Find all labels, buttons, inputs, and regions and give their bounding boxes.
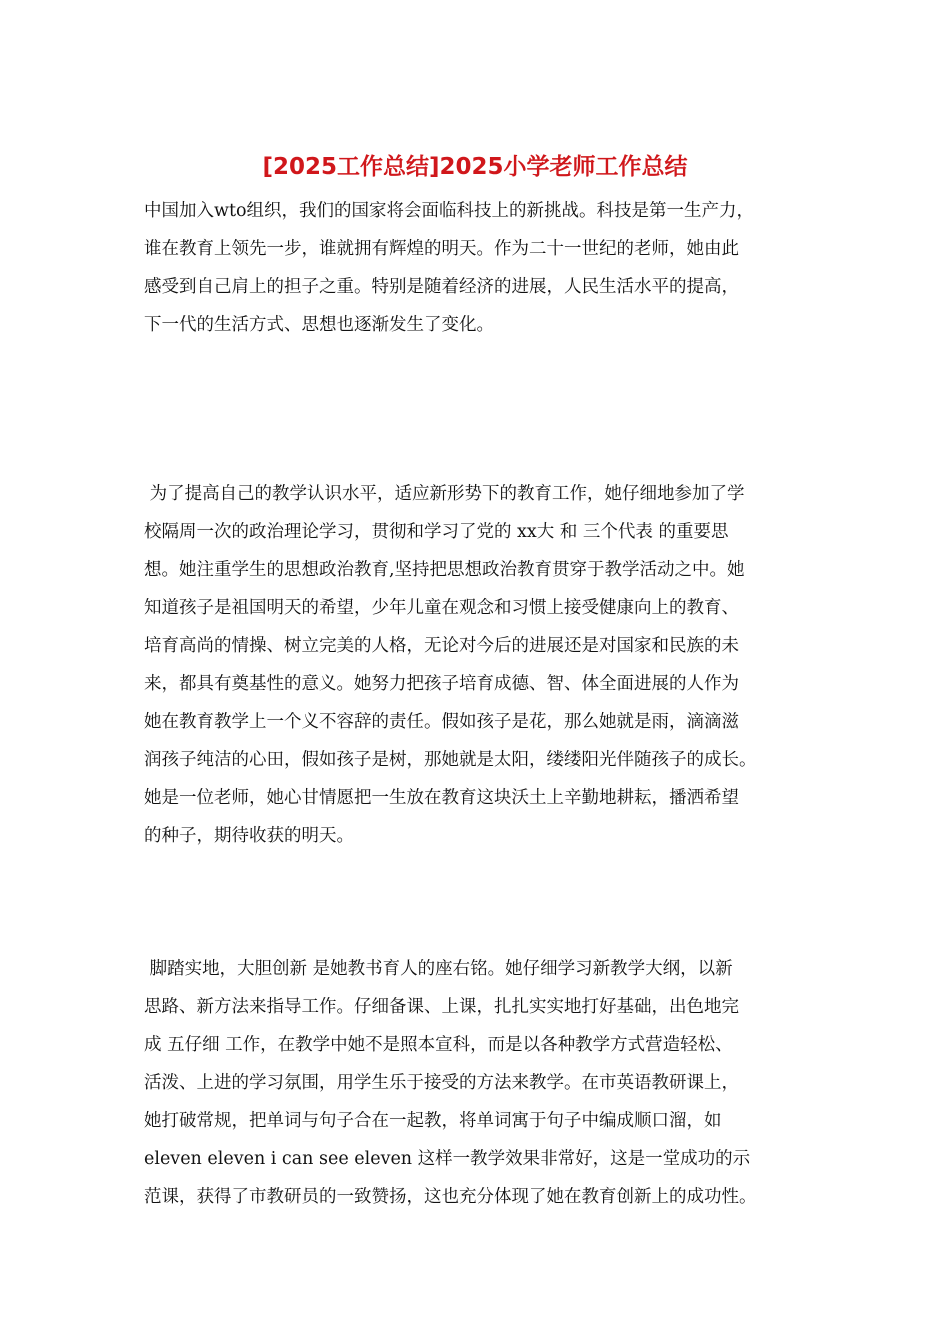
text-line: 来，都具有奠基性的意义。她努力把孩子培育成德、智、体全面进展的人作为 [144, 674, 739, 694]
text-line: 她打破常规，把单词与句子合在一起教，将单词寓于句子中编成顺口溜，如 [144, 1111, 722, 1131]
text-line: 的种子，期待收获的明天。 [144, 826, 354, 846]
text-line: 思路、新方法来指导工作。仔细备课、上课，扎扎实实地打好基础，出色地完 [144, 997, 739, 1017]
text-line: 知道孩子是祖国明天的希望，少年儿童在观念和习惯上接受健康向上的教育、 [144, 598, 739, 618]
text-line: 想。她注重学生的思想政治教育,坚持把思想政治教育贯穿于教学活动之中。她 [144, 560, 745, 580]
text-line: 为了提高自己的教学认识水平，适应新形势下的教育工作，她仔细地参加了学 [144, 484, 745, 504]
paragraph-2 [144, 475, 812, 855]
text-line: 校隔周一次的政治理论学习，贯彻和学习了党的 xx大 和 三个代表 的重要思 [144, 522, 729, 542]
document-title: [2025工作总结]2025小学老师工作总结 [262, 154, 688, 180]
text-line: 感受到自己肩上的担子之重。特别是随着经济的进展，人民生活水平的提高， [144, 277, 739, 297]
text-line: 活泼、上进的学习氛围，用学生乐于接受的方法来教学。在市英语教研课上， [144, 1073, 739, 1093]
paragraph-1 [144, 192, 812, 344]
text-line: 润孩子纯洁的心田，假如孩子是树，那她就是太阳，缕缕阳光伴随孩子的成长。 [144, 750, 757, 770]
text-line: 她是一位老师，她心甘情愿把一生放在教育这块沃土上辛勤地耕耘，播洒希望 [144, 788, 739, 808]
paragraph-3 [144, 950, 812, 1216]
text-line: eleven eleven i can see eleven 这样一教学效果非常好，这是一堂成功的示 [144, 1149, 751, 1169]
text-line: 脚踏实地，大胆创新 是她教书育人的座右铭。她仔细学习新教学大纲，以新 [144, 959, 733, 979]
text-line: 培育高尚的情操、树立完美的人格，无论对今后的进展还是对国家和民族的未 [144, 636, 739, 656]
text-line: 成 五仔细 工作，在教学中她不是照本宣科，而是以各种教学方式营造轻松、 [144, 1035, 733, 1055]
text-line: 下一代的生活方式、思想也逐渐发生了变化。 [144, 315, 494, 335]
text-line: 谁在教育上领先一步，谁就拥有辉煌的明天。作为二十一世纪的老师，她由此 [144, 239, 739, 259]
text-line: 她在教育教学上一个义不容辞的责任。假如孩子是花，那么她就是雨，滴滴滋 [144, 712, 739, 732]
text-line: 中国加入wto组织，我们的国家将会面临科技上的新挑战。科技是第一生产力， [144, 201, 755, 221]
text-line: 范课，获得了市教研员的一致赞扬，这也充分体现了她在教育创新上的成功性。 [144, 1187, 757, 1207]
